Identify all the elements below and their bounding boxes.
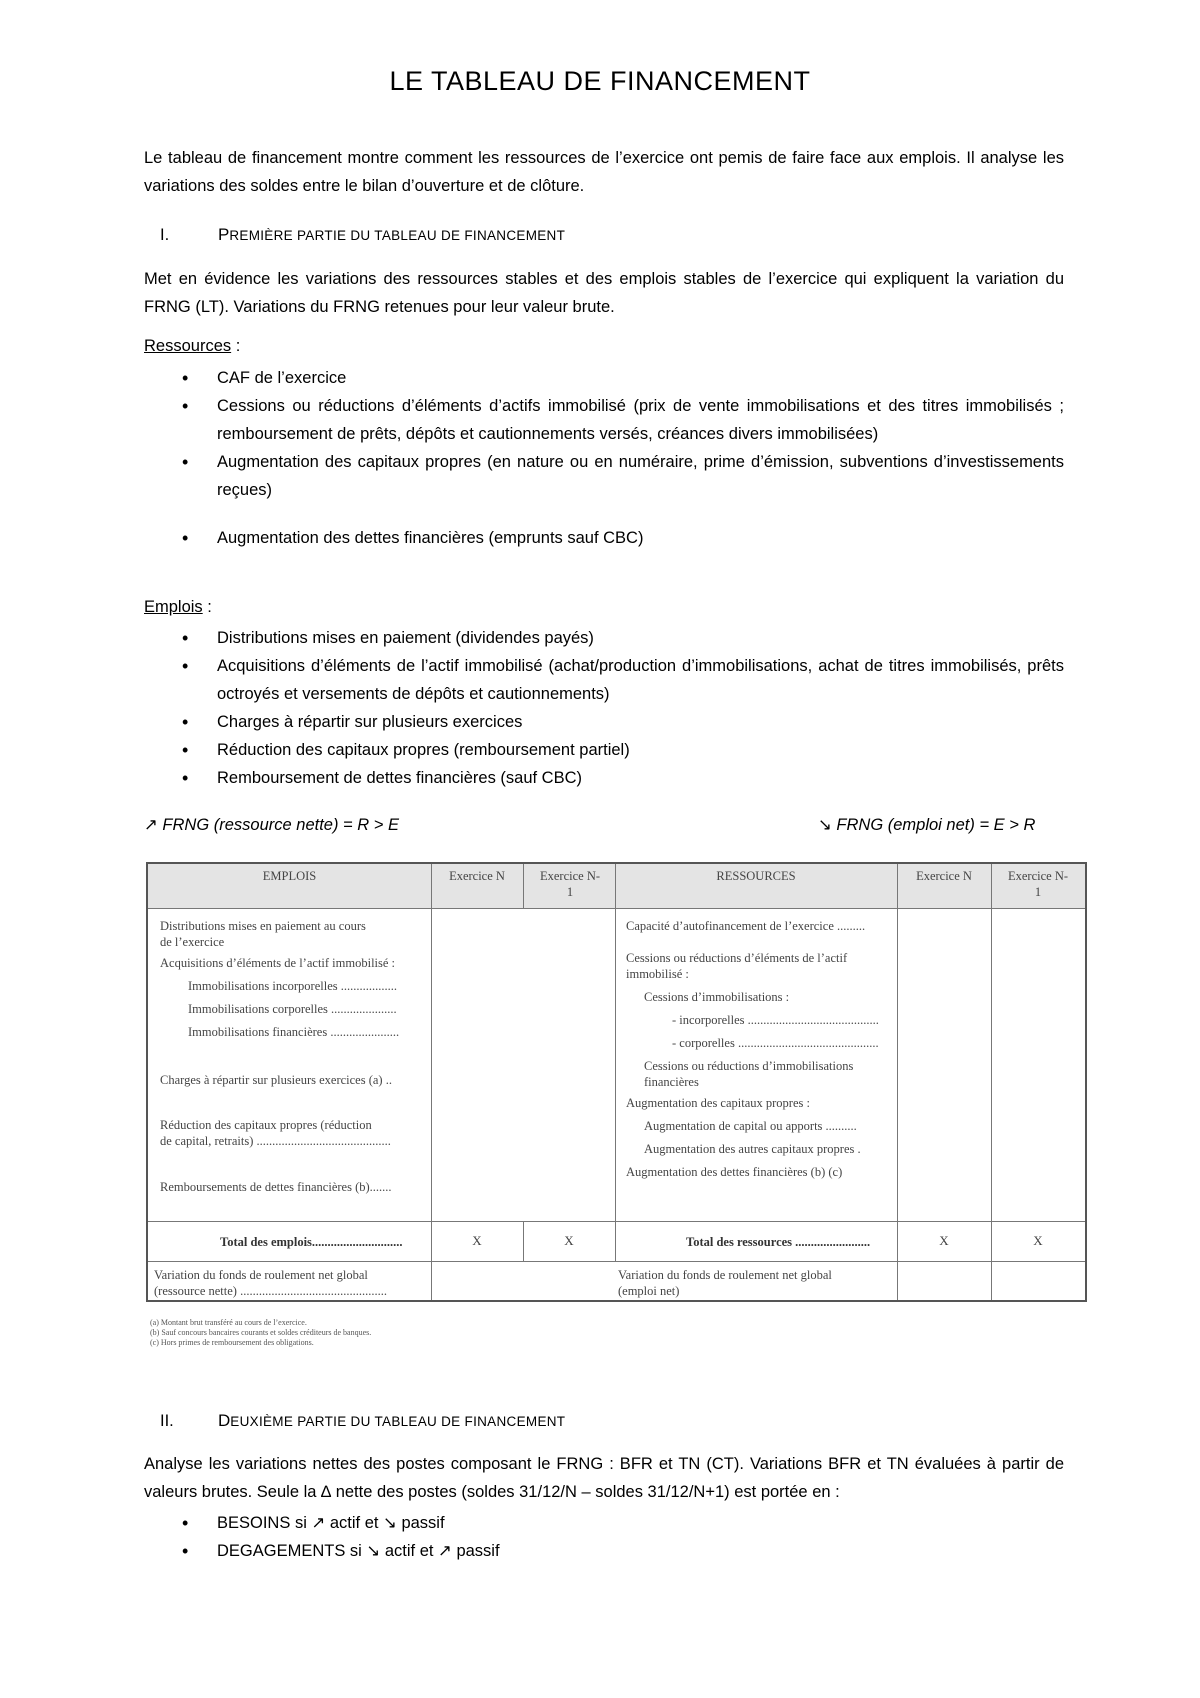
emplois-label: Emplois : [144,598,212,616]
list-item: • DEGAGEMENTS si ↘ actif et ↗ passif [144,1537,1064,1565]
section1-heading [160,225,565,245]
frng-ressource-nette: ↗ FRNG (ressource nette) = R > E [144,816,399,834]
footnote: (b) Sauf concours bancaires courants et soldes créditeurs de banques. [150,1328,372,1337]
list-item: • BESOINS si ↗ actif et ↘ passif [144,1509,1064,1537]
table-cell: Cessions ou réductions d’immobilisations [644,1059,854,1073]
ressources-label: Ressources : [144,337,241,355]
section2-title-rest: EUXIÈME PARTIE DU TABLEAU DE FINANCEMENT [230,1414,566,1429]
list-item: • CAF de l’exercice [144,364,1064,392]
table-cell: Charges à répartir sur plusieurs exercices (a) .. [160,1073,392,1087]
list-item: • Cessions ou réductions d’éléments d’actifs immobilisé (prix de vente immobilisations et des titres immobilisés ; remboursement de prêts, dépôts et cautionnements versés, créances divers immobilisées) [144,392,1064,448]
table-cell: Réduction des capitaux propres (réduction [160,1118,372,1132]
list-item: • Acquisitions d’éléments de l’actif immobilisé (achat/production d’immobilisations, achat de titres immobilisés, prêts octroyés et versements de dépôts et cautionnements) [144,652,1064,708]
table-cell: Immobilisations corporelles ..................... [188,1002,397,1016]
variation-ressources-line1: Variation du fonds de roulement net global [618,1268,832,1282]
list-item: • Réduction des capitaux propres (remboursement partiel) [144,736,1064,764]
header-exercice-n-r: Exercice N [916,869,972,883]
variation-ressources-line2: (emploi net) [618,1284,680,1298]
header-exercice-n: Exercice N [449,869,505,883]
table-cell: Remboursements de dettes financières (b)....... [160,1180,392,1194]
list-item: • Remboursement de dettes financières (sauf CBC) [144,764,1064,792]
variation-emplois-line1: Variation du fonds de roulement net global [154,1268,368,1282]
table-cell: financières [644,1075,699,1089]
emplois-label-text: Emplois [144,598,203,616]
section2-list [144,1509,1064,1565]
table-cell: Immobilisations incorporelles .................. [188,979,398,993]
table-cell: Augmentation des dettes financières (b) (c) [626,1165,843,1179]
table-cell: Acquisitions d’éléments de l’actif immobilisé : [160,956,396,970]
section1-paragraph: Met en évidence les variations des ressources stables et des emplois stables de l’exercice qui expliquent la variation du FRNG (LT). Variations du FRNG retenues pour leur valeur brute. [144,270,1064,316]
frng-emploi-net: ↘ FRNG (emploi net) = E > R [818,816,1036,834]
footnote: (c) Hors primes de remboursement des obligations. [150,1338,314,1347]
variation-emplois-line2: (ressource nette) ............................................... [154,1284,387,1298]
table-footnotes [150,1318,371,1348]
list-item: • Distributions mises en paiement (dividendes payés) [144,624,1064,652]
ressources-list [144,364,1064,552]
section2-first-letter: D [218,1411,231,1430]
ressources-label-text: Ressources [144,337,232,355]
header-exercice-n1: Exercice N-1 [539,869,601,899]
table-cell: Cessions d’immobilisations : [644,990,790,1004]
financing-table [146,862,1087,1302]
footnote: (a) Montant brut transféré au cours de l’exercice. [150,1318,307,1327]
list-item: • Augmentation des capitaux propres (en nature ou en numéraire, prime d’émission, subventions d’investissements reçues) [144,448,1064,504]
total-emplois-n-mark: X [472,1233,482,1248]
table-cell: Augmentation de capital ou apports .......... [644,1119,857,1133]
table-cell: Capacité d’autofinancement de l’exercice ......... [626,919,866,933]
table-cell: Augmentation des autres capitaux propres . [644,1142,861,1156]
table-cell: Distributions mises en paiement au cours [160,919,366,933]
list-item: • Charges à répartir sur plusieurs exercices [144,708,1064,736]
section1-number: I. [160,226,170,244]
table-cell: - incorporelles .......................................... [672,1013,879,1027]
table-cell: de capital, retraits) ........................................... [160,1134,391,1148]
table-cell: - corporelles ............................................. [672,1036,879,1050]
emplois-list [144,624,1064,792]
total-ressources-n1-mark: X [1033,1233,1043,1248]
header-exercice-n1-r: Exercice N-1 [1007,869,1069,899]
intro-paragraph: Le tableau de financement montre comment les ressources de l’exercice ont pemis de faire face aux emplois. Il analyse les variations des soldes entre le bilan d’ouverture et de clôture. [144,149,1064,195]
table-cell: Immobilisations financières ...................... [188,1025,400,1039]
total-emplois: Total des emplois............................. [220,1235,403,1249]
header-emplois: EMPLOIS [262,869,317,883]
table-cell: Cessions ou réductions d’éléments de l’actif [626,951,848,965]
page-title: LE TABLEAU DE FINANCEMENT [389,66,811,96]
table-cell: Augmentation des capitaux propres : [626,1096,810,1110]
section2-heading [160,1411,565,1431]
section1-title-rest: REMIÈRE PARTIE DU TABLEAU DE FINANCEMENT [229,228,566,243]
total-ressources-n-mark: X [939,1233,949,1248]
total-emplois-n1-mark: X [564,1233,574,1248]
section2-number: II. [160,1412,174,1430]
section2-paragraph: Analyse les variations nettes des postes composant le FRNG : BFR et TN (CT). Variations BFR et TN évaluées à partir de valeurs brutes. Seule la ∆ nette des postes (soldes 31/12/N – soldes 31/12/N+1) est portée en : [144,1455,1064,1501]
table-cell: de l’exercice [160,935,225,949]
total-ressources: Total des ressources ........................ [686,1235,871,1249]
header-ressources: RESSOURCES [716,869,796,883]
section1-first-letter: P [218,225,230,244]
list-item: • Augmentation des dettes financières (emprunts sauf CBC) [144,524,1064,552]
table-cell: immobilisé : [626,967,689,981]
